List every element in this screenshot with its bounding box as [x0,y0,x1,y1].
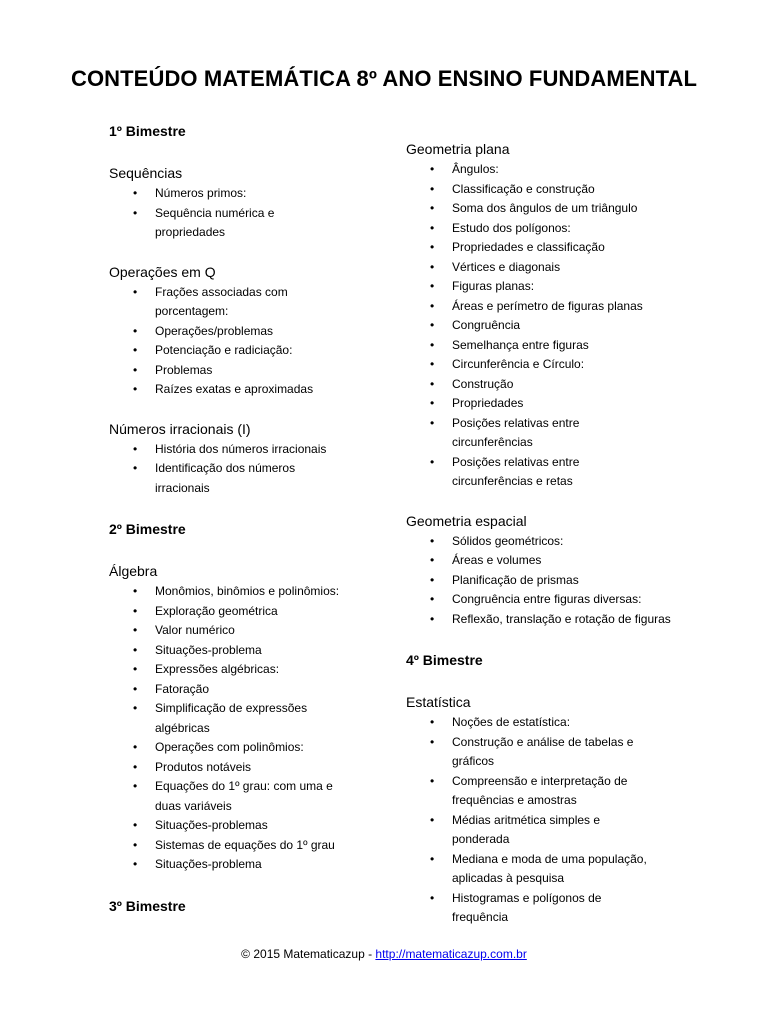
section-title-operacoes: Operações em Q [109,263,216,280]
list-geometria-plana [406,160,696,492]
list-item: • Posições relativas entre circunferências e retas [406,453,632,492]
list-item: • Sistemas de equações do 1º grau [109,836,379,856]
list-item: • Frações associadas com porcentagem: [109,283,325,322]
section-title-irracionais: Números irracionais (I) [109,420,251,437]
bimestre-2-heading: 2º Bimestre [109,521,186,537]
list-item: • Noções de estatística: [406,713,696,733]
list-item: • Expressões algébricas: [109,660,379,680]
section-title-geometria-plana: Geometria plana [406,141,510,157]
list-item: • Monômios, binômios e polinômios: [109,582,379,602]
left-column [109,120,379,917]
list-item: • Soma dos ângulos de um triângulo [406,199,696,219]
footer [0,947,768,961]
list-item: • Problemas [109,361,379,381]
list-item: • Estudo dos polígonos: [406,219,696,239]
list-item: • Classificação e construção [406,180,696,200]
list-item: • Reflexão, translação e rotação de figuras [406,610,672,630]
list-item: • Congruência [406,316,696,336]
list-item: • Áreas e volumes [406,551,696,571]
list-item: • Potenciação e radiciação: [109,341,379,361]
list-item: • Operações com polinômios: [109,738,379,758]
list-item: • Ângulos: [406,160,696,180]
section-title-algebra: Álgebra [109,563,158,579]
list-item: • Propriedades e classificação [406,238,696,258]
list-item: • Posições relativas entre circunferências [406,414,632,453]
list-item: • Mediana e moda de uma população, aplicadas à pesquisa [406,850,652,889]
list-item: • Situações-problema [109,855,379,875]
list-item: • Semelhança entre figuras [406,336,696,356]
list-item: • Sequência numérica e propriedades [109,204,325,243]
document-title: CONTEÚDO MATEMÁTICA 8º ANO ENSINO FUNDAMENTAL [70,66,698,91]
list-item: • Planificação de prismas [406,571,696,591]
list-item: • Exploração geométrica [109,602,379,622]
bimestre-4-heading: 4º Bimestre [406,652,483,668]
list-item: • Construção [406,375,696,395]
list-item: • Circunferência e Círculo: [406,355,696,375]
section-title-estatistica: Estatística [406,694,471,710]
copyright-text: © 2015 Matematicazup - [241,947,376,961]
list-item: • Histogramas e polígonos de frequência [406,889,652,928]
list-item: • Simplificação de expressões algébricas [109,699,330,738]
list-item: • Construção e análise de tabelas e gráficos [406,733,672,772]
list-estatistica [406,713,696,928]
list-item: • História dos números irracionais [109,440,379,460]
section-title-sequencias: Sequências [109,165,183,181]
list-operacoes [109,283,379,400]
list-item: • Produtos notáveis [109,758,379,778]
list-item: • Situações-problemas [109,816,379,836]
list-item: • Vértices e diagonais [406,258,696,278]
list-item: • Identificação dos números irracionais [109,459,325,498]
list-item: • Congruência entre figuras diversas: [406,590,696,610]
list-item: • Raízes exatas e aproximadas [109,380,379,400]
list-item: • Operações/problemas [109,322,379,342]
list-item: • Fatoração [109,680,379,700]
bimestre-1-heading: 1º Bimestre [109,123,186,139]
list-sequencias [109,184,379,243]
list-irracionais [109,440,379,499]
list-item: • Números primos: [109,184,379,204]
list-item: • Médias aritmética simples e ponderada [406,811,652,850]
right-column [406,138,696,928]
list-algebra [109,582,379,875]
list-item: • Valor numérico [109,621,379,641]
list-item: • Situações-problema [109,641,379,661]
website-link[interactable]: http://matematicazup.com.br [375,947,527,961]
list-item: • Sólidos geométricos: [406,532,696,552]
list-geometria-espacial [406,532,696,630]
section-title-geometria-espacial: Geometria espacial [406,512,527,529]
list-item: • Compreensão e interpretação de frequências e amostras [406,772,672,811]
bimestre-3-heading: 3º Bimestre [109,897,186,914]
list-item: • Figuras planas: [406,277,696,297]
list-item: • Equações do 1º grau: com uma e duas variáveis [109,777,355,816]
list-item: • Áreas e perímetro de figuras planas [406,297,696,317]
list-item: • Propriedades [406,394,696,414]
